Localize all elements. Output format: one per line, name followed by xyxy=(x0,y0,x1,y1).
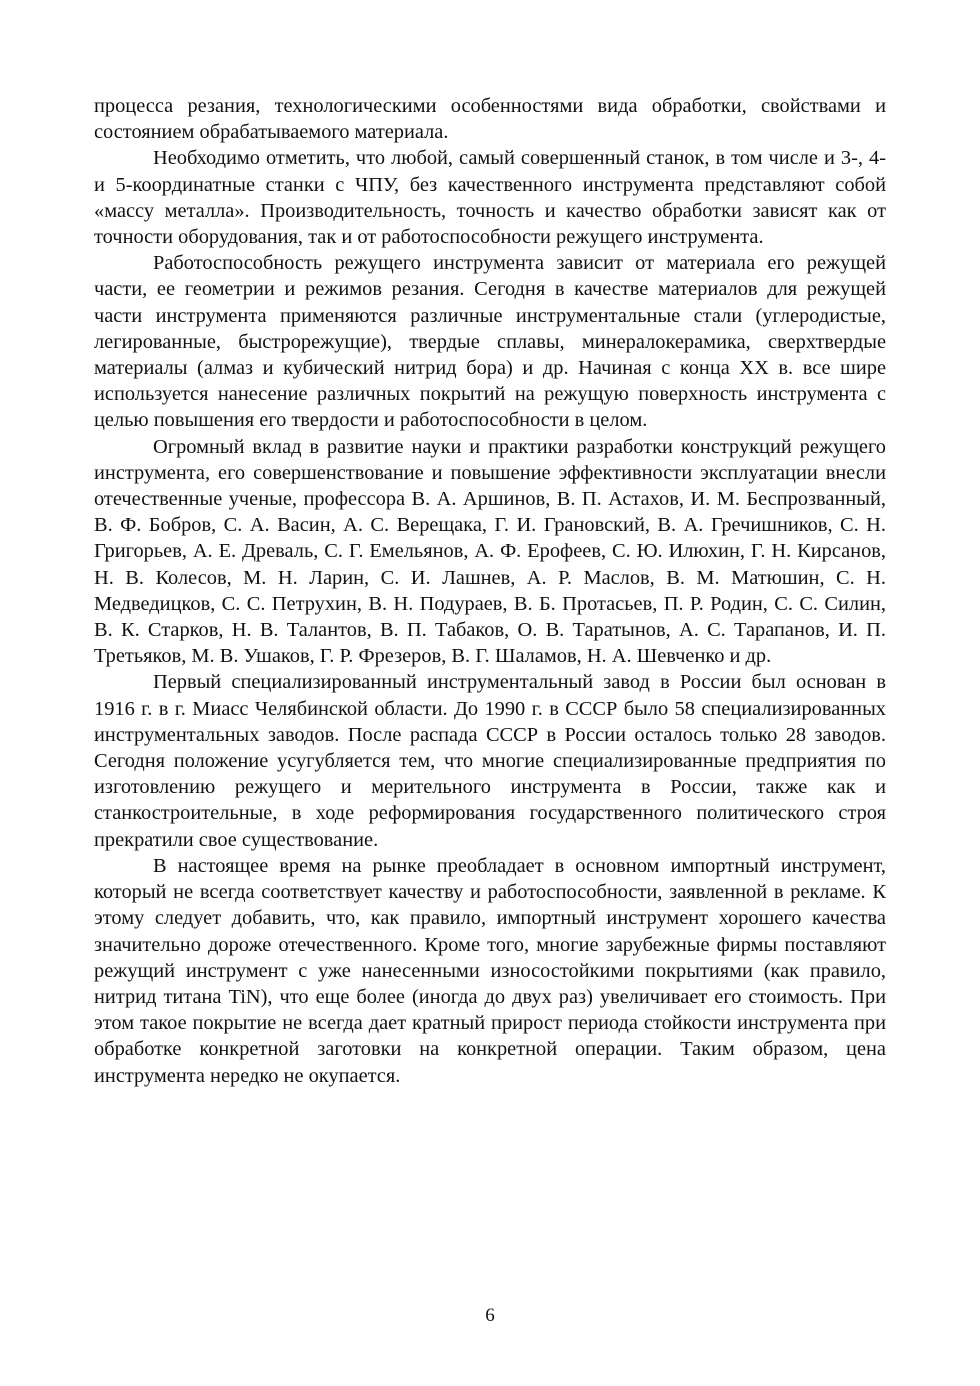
page-number: 6 xyxy=(485,1305,495,1326)
paragraph-import-tools: В настоящее время на рынке преобладает в основном импортный инструмент, который не всегда соответствует качеству и работоспособности, заявленной в рекламе. К этому следует добавить, что, как правило, импортный инструмент хорошего качества значительно дороже отечественного. Кроме того, многие зарубежные фирмы поставляют режущий инструмент с уже нанесенными износостойкими покрытиями (как правило, нитрид титана TiN), что еще более (иногда до двух раз) увеличивает его стоимость. При этом такое покрытие не всегда дает кратный прирост периода стойкости инструмента при обработке конкретной заготовки на конкретной операции. Таким образом, цена инструмента нередко не окупается. xyxy=(94,854,886,1087)
paragraph-tool-materials: Работоспособность режущего инструмента зависит от материала его режущей части, ее геометрии и режимов резания. Сегодня в качестве материалов для режущей части инструмента применяются различные инструментальные стали (углеродистые, легированные, быстрорежущие), твердые сплавы, минералокерамика, сверхтвердые материалы (алмаз и кубический нитрид бора) и др. Начиная с конца XX в. все шире используется нанесение различных покрытий на режущую поверхность инструмента с целью повышения его твердости и работоспособности в целом. xyxy=(94,252,886,432)
paragraph-tool-plants: Первый специализированный инструментальный завод в России был основан в 1916 г. в г. Миасс Челябинской области. До 1990 г. в СССР было 58 специализированных инструментальных заводов. После распада СССР в России осталось только 28 заводов. Сегодня положение усугубляется тем, что многие специализированные предприятия по изготовлению режущего и мерительного инструмента в России, также как и станкостроительные, в ходе реформирования государственного политического строя прекратили свое существование. xyxy=(94,671,886,851)
paragraph-continuation: процесса резания, технологическими особенностями вида обработки, свойствами и состоянием обрабатываемого материала. xyxy=(94,95,886,144)
paragraph-scientists: Огромный вклад в развитие науки и практики разработки конструкций режущего инструмента, его совершенствование и повышение эффективности эксплуатации внесли отечественные ученые, профессора В. А. Аршинов, В. П. Астахов, И. М. Беспрозванный, В. Ф. Бобров, С. А. Васин, А. С. Верещака, Г. И. Грановский, В. А. Гречишников, С. Н. Григорьев, А. Е. Древаль, С. Г. Емельянов, А. Ф. Ерофеев, С. Ю. Илюхин, Г. Н. Кирсанов, Н. В. Колесов, М. Н. Ларин, С. И. Лашнев, А. Р. Маслов, В. М. Матюшин, С. Н. Медведицков, С. С. Петрухин, В. Н. Подураев, В. Б. Протасьев, П. Р. Родин, С. С. Силин, В. К. Старков, Н. В. Талантов, В. П. Табаков, О. В. Таратынов, А. С. Тарапанов, И. П. Третьяков, М. В. Ушаков, Г. Р. Фрезеров, В. Г. Шаламов, Н. А. Шевченко и др. xyxy=(94,435,886,668)
document-page xyxy=(94,93,886,1089)
paragraph-machine-tools: Необходимо отметить, что любой, самый совершенный станок, в том числе и 3-, 4- и 5-координатные станки с ЧПУ, без качественного инструмента представляют собой «массу металла». Производительность, точность и качество обработки зависят как от точности оборудования, так и от работоспособности режущего инструмента. xyxy=(94,147,886,249)
